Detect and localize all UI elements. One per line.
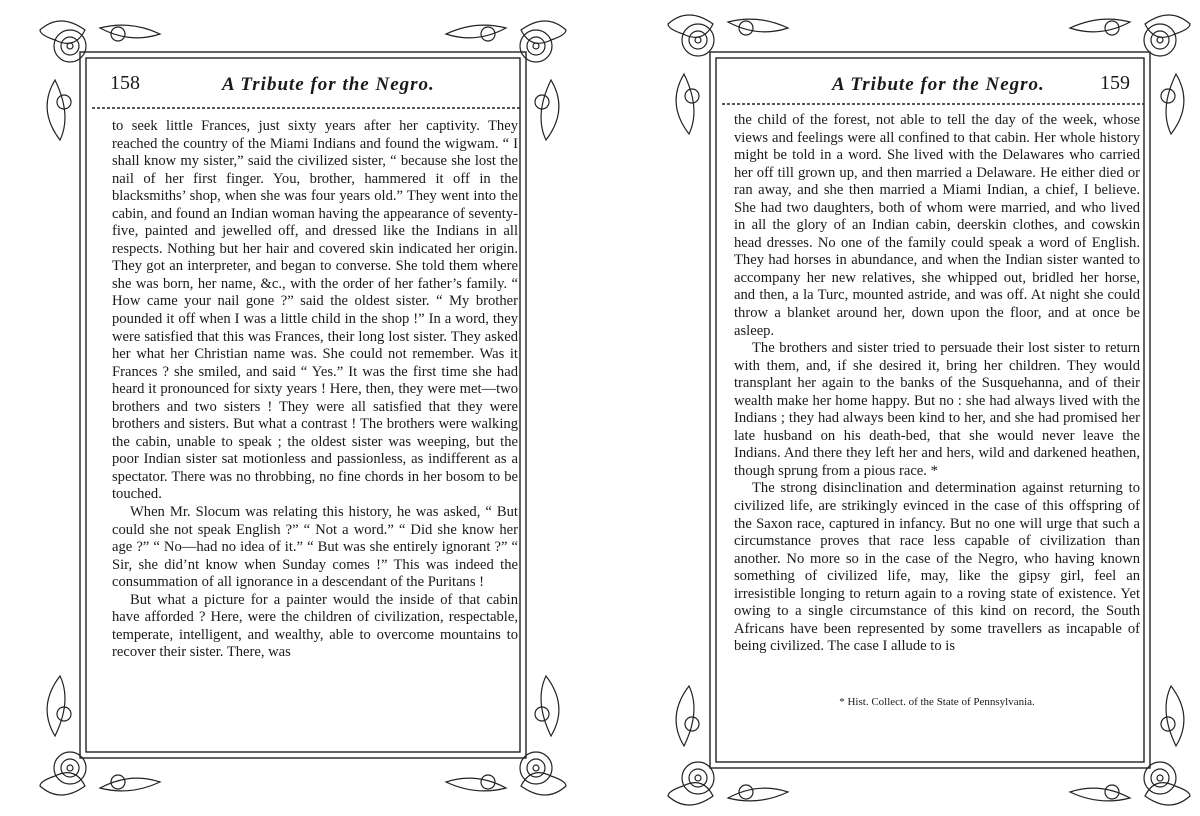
body-text [112, 118, 518, 662]
footnote: * Hist. Collect. of the State of Pennsylvania. [839, 696, 1035, 708]
paragraph: The brothers and sister tried to persuade their lost sister to return with them, and, if she desired it, bring her children. They would transplant her again to the banks of the Susquehanna, and of their wealth make her home happy. But no : she had always lived with the Indians ; they had always been kind to her, and she had promised her late husband on his death-bed, that she would never leave the Indians. And there they left her and hers, wild and darkened heathen, though sprung from a pious race. * [734, 340, 1140, 479]
page-number: 158 [110, 72, 140, 94]
paragraph: The strong disinclination and determination against returning to civilized life, are strikingly evinced in the case of this offspring of the Saxon race, captured in infancy. But no one will urge that such a circumstance proves that race less capable of civilization than another. No more so in the case of the Negro, who having known something of civilized life, may, like the gipsy girl, feel an irresistible longing to return again to a roving state of existence. Yet owing to a single circumstance of this kind on record, the South Africans have been represented by some travellers as incapable of being civilized. The case I allude to is [734, 480, 1140, 655]
page-number: 159 [1100, 72, 1130, 94]
paragraph: When Mr. Slocum was relating this history, he was asked, “ But could she not speak English ?” “ Not a word.” “ Did she know her age ?” “ No—had no idea of it.” “ But was she entirely ignorant ?” “ Sir, she did’nt know when Sunday comes !” This was indeed the consummation of all ignorance in a descendant of the Puritans ! [112, 504, 518, 591]
paragraph: But what a picture for a painter would the inside of that cabin have afforded ? Here, were the children of civilization, respectable, temperate, intelligent, and wealthy, able to overcome mountains to recover their sister. There, was [112, 591, 518, 661]
paragraph: the child of the forest, not able to tell the day of the week, whose views and feelings were all confined to that cabin. Her whole history might be told in a word. She lived with the Delawares who carried her off till grown up, and then married a Delaware. He either died or ran away, and she then married a Miami Indian, a chief, I believe. She had two daughters, both of whom were married, and who lived in all the glory of an Indian cabin, deerskin clothes, and cowskin head dresses. No one of the family could speak a word of English. They had horses in abundance, and when the Indian sister wanted to accompany her new relatives, she whipped out, bridled her horse, and then, a la Turc, mounted astride, and was off. At night she could throw a blanket around her, down upon the floor, and at once be asleep. [734, 112, 1140, 339]
right-page [600, 0, 1200, 816]
paragraph: to seek little Frances, just sixty years after her captivity. They reached the country of the Miami Indians and found the wigwam. “ I shall know my sister,” said the civilized sister, “ because she lost the nail of her first finger. You, brother, hammered it off in the blacksmiths’ shop, when she was four years old.” They went into the cabin, and found an Indian woman having the appearance of seventy-five, painted and jewelled off, and dressed like the Indians in all respects. Nothing but her hair and covered skin indicated her origin. They got an interpreter, and began to converse. She told them where she was born, her name, &c., with the order of her father’s family. “ How came your nail gone ?” said the oldest sister. “ My brother pounded it off when I was a little child in the shop !” In a word, they were satisfied that this was Frances, their long lost sister. They asked her what her Christian name was. She could not remember. Was it Frances ? she smiled, and said “ Yes.” It was the first time she had heard it pronounced for sixty years ! Here, then, they were met—two brothers and two sisters ! They were all satisfied that they were brothers and sisters. But what a contrast ! The brothers were walking the cabin, unable to speak ; the oldest sister was weeping, but the poor Indian sister sat motionless and passionless, as indifferent as a spectator. There was no throbbing, no fine chords in her bosom to be touched. [112, 118, 518, 503]
running-title: A Tribute for the Negro. [222, 74, 435, 95]
running-title: A Tribute for the Negro. [832, 74, 1045, 95]
body-text [734, 112, 1140, 656]
